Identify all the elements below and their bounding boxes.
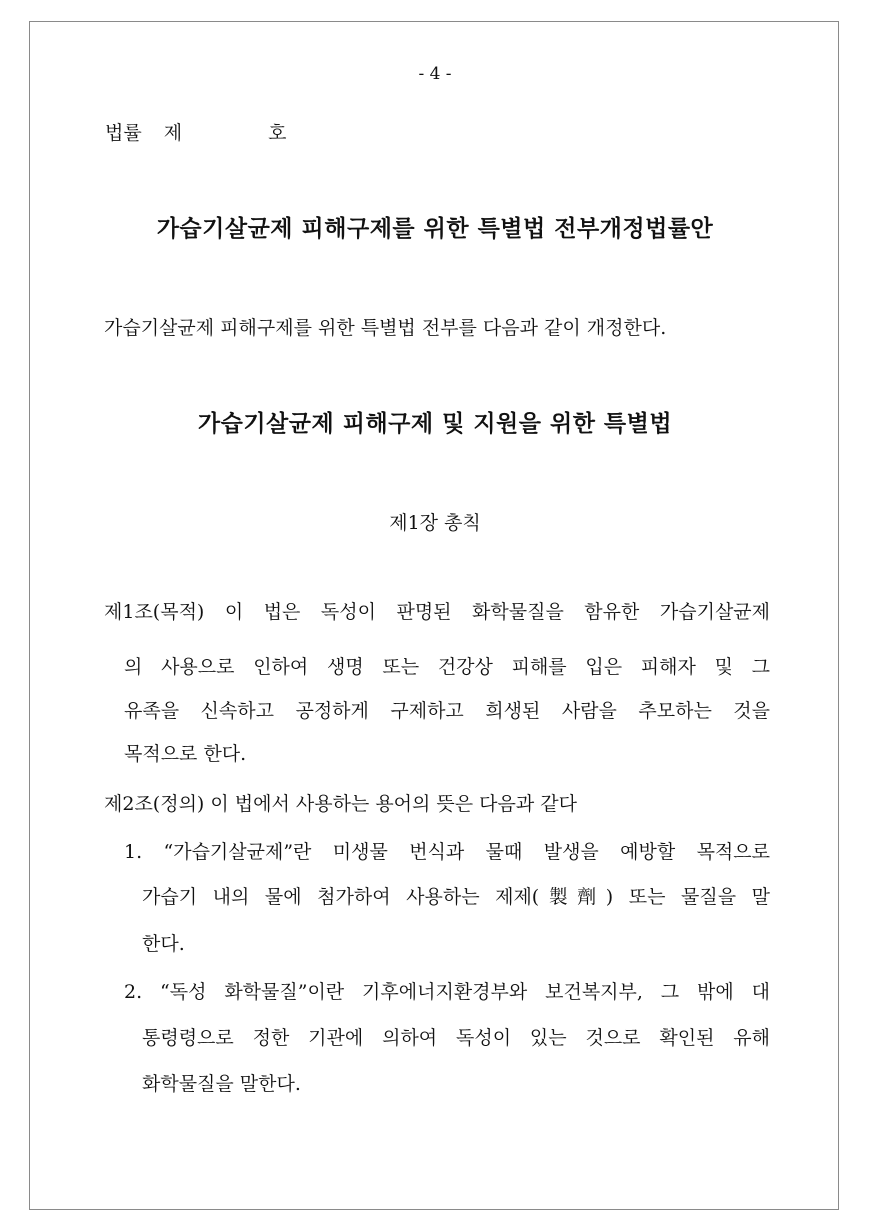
- article-1-line-1: 제1조(목적) 이 법은 독성이 판명된 화학물질을 함유한 가습기살균제: [104, 601, 770, 623]
- article-2-item-2-line-2: 통령령으로 정한 기관에 의하여 독성이 있는 것으로 확인된 유해: [142, 1027, 770, 1049]
- article-2-item-1-line-2: 가습기 내의 물에 첨가하여 사용하는 제제(製劑) 또는 물질을 말: [142, 886, 770, 908]
- article-2-item-2-line-3: 화학물질을 말한다.: [142, 1073, 301, 1095]
- chapter-heading: 제1장 총칙: [389, 512, 481, 534]
- bill-number-je-label: 제: [163, 122, 183, 144]
- law-title: 가습기살균제 피해구제 및 지원을 위한 특별법: [197, 411, 673, 437]
- article-2-item-2-line-1: 2. “독성 화학물질”이란 기후에너지환경부와 보건복지부, 그 밖에 대: [124, 981, 770, 1003]
- article-2-item-1-line-3: 한다.: [142, 933, 185, 955]
- bill-number-ho-label: 호: [268, 122, 287, 144]
- bill-number-line: [105, 118, 286, 145]
- article-1-line-4: 목적으로 한다.: [124, 743, 247, 765]
- bill-number-law-label: 법률: [105, 122, 142, 144]
- article-2-heading: 제2조(정의) 이 법에서 사용하는 용어의 뜻은 다음과 같다: [104, 793, 577, 815]
- article-2-item-1-line-1: 1. “가습기살균제”란 미생물 번식과 물때 발생을 예방할 목적으로: [124, 841, 770, 863]
- article-1-line-3: 유족을 신속하고 공정하게 구제하고 희생된 사람을 추모하는 것을: [124, 700, 770, 722]
- page-number: - 4 -: [418, 64, 452, 84]
- article-1-line-2: 의 사용으로 인하여 생명 또는 건강상 피해를 입은 피해자 및 그: [124, 656, 770, 678]
- intro-paragraph: 가습기살균제 피해구제를 위한 특별법 전부를 다음과 같이 개정한다.: [104, 317, 667, 339]
- bill-title: 가습기살균제 피해구제를 위한 특별법 전부개정법률안: [156, 216, 714, 242]
